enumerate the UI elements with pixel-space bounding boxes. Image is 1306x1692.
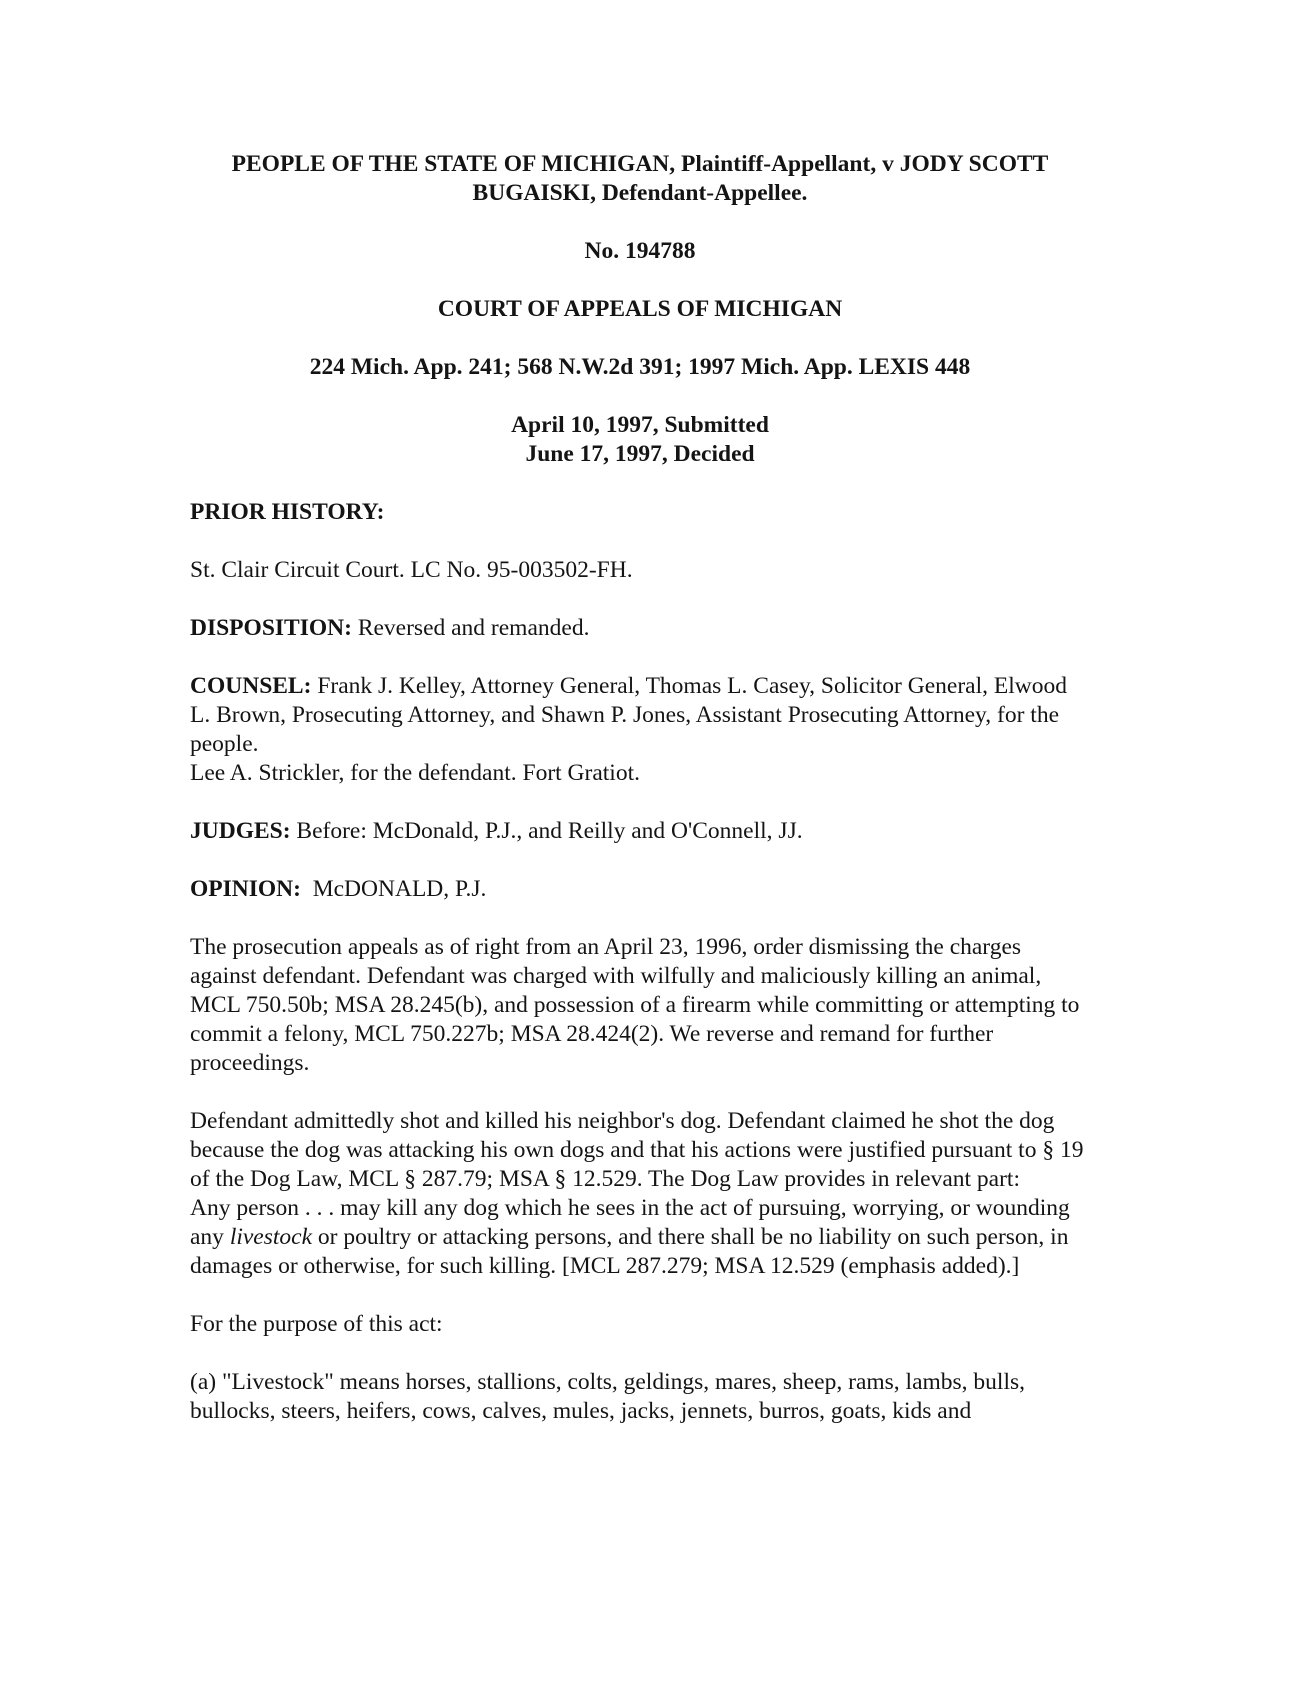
counsel-defendant: Lee A. Strickler, for the defendant. Fort Gratiot. [190,760,640,786]
docket-number: No. 194788 [584,238,696,264]
prior-history-label: PRIOR HISTORY: [190,499,385,525]
court-name: COURT OF APPEALS OF MICHIGAN [437,296,843,322]
disposition-label: DISPOSITION: [190,615,352,641]
disposition-text: Reversed and remanded. [357,615,590,641]
judges-label: JUDGES: [190,818,291,844]
quote-text-post: or poultry or attacking persons, and there shall be no liability on such person, in damages or otherwise, for such killing. [MCL 287.279; MSA 12.529 (emphasis added).] [190,1224,1069,1279]
counsel-section [190,672,1090,788]
disposition-section [190,614,1090,643]
prior-history-text: St. Clair Circuit Court. LC No. 95-003502-FH. [190,557,633,583]
opinion-label: OPINION: [190,876,301,902]
body-paragraph-4: (a) "Livestock" means horses, stallions, colts, geldings, mares, sheep, rams, lambs, bulls, bullocks, steers, heifers, cows, calves, mules, jacks, jennets, burros, goats, kids and [190,1369,1026,1424]
caption-line-1: PEOPLE OF THE STATE OF MICHIGAN, Plaintiff-Appellant, v JODY SCOTT [231,151,1049,177]
opinion-author: McDONALD, P.J. [312,876,487,902]
quote-emphasis: livestock [229,1224,313,1250]
document-page [190,150,1090,1455]
case-citation: 224 Mich. App. 241; 568 N.W.2d 391; 1997 Mich. App. LEXIS 448 [309,354,971,380]
counsel-para [190,672,1090,759]
counsel-text: Frank J. Kelley, Attorney General, Thomas L. Casey, Solicitor General, Elwood L. Brown, Prosecuting Attorney, and Shawn P. Jones, Assistant Prosecuting Attorney, for the people. [190,673,1067,757]
counsel-label: COUNSEL: [190,673,312,699]
date-submitted: April 10, 1997, Submitted [511,412,769,438]
date-decided: June 17, 1997, Decided [525,441,755,467]
case-dates [190,411,1090,469]
caption-line-2: BUGAISKI, Defendant-Appellee. [472,180,808,206]
quote-text-pre: Any person . . . may kill any dog which he sees in the act of pursuing, worrying, or wounding any [190,1195,1070,1250]
statute-quote [190,1194,1090,1281]
case-caption [190,150,1090,208]
judges-section [190,817,1090,846]
body-paragraph-3: For the purpose of this act: [190,1311,443,1337]
body-paragraph-1: The prosecution appeals as of right from an April 23, 1996, order dismissing the charges against defendant. Defendant was charged with wilfully and maliciously killing an animal, MCL 750.50b; MSA 28.245(b), and possession of a firearm while committing or attempting to commit a felony, MCL 750.227b; MSA 28.424(2). We reverse and remand for further proceedings. [190,934,1080,1076]
opinion-section [190,875,1090,904]
body-paragraph-2: Defendant admittedly shot and killed his neighbor's dog. Defendant claimed he shot the dog because the dog was attacking his own dogs and that his actions were justified pursuant to § 19 of the Dog Law, MCL § 287.79; MSA § 12.529. The Dog Law provides in relevant part: [190,1108,1084,1192]
judges-text: Before: McDonald, P.J., and Reilly and O'Connell, JJ. [296,818,803,844]
body-paragraph-2-group [190,1107,1090,1281]
